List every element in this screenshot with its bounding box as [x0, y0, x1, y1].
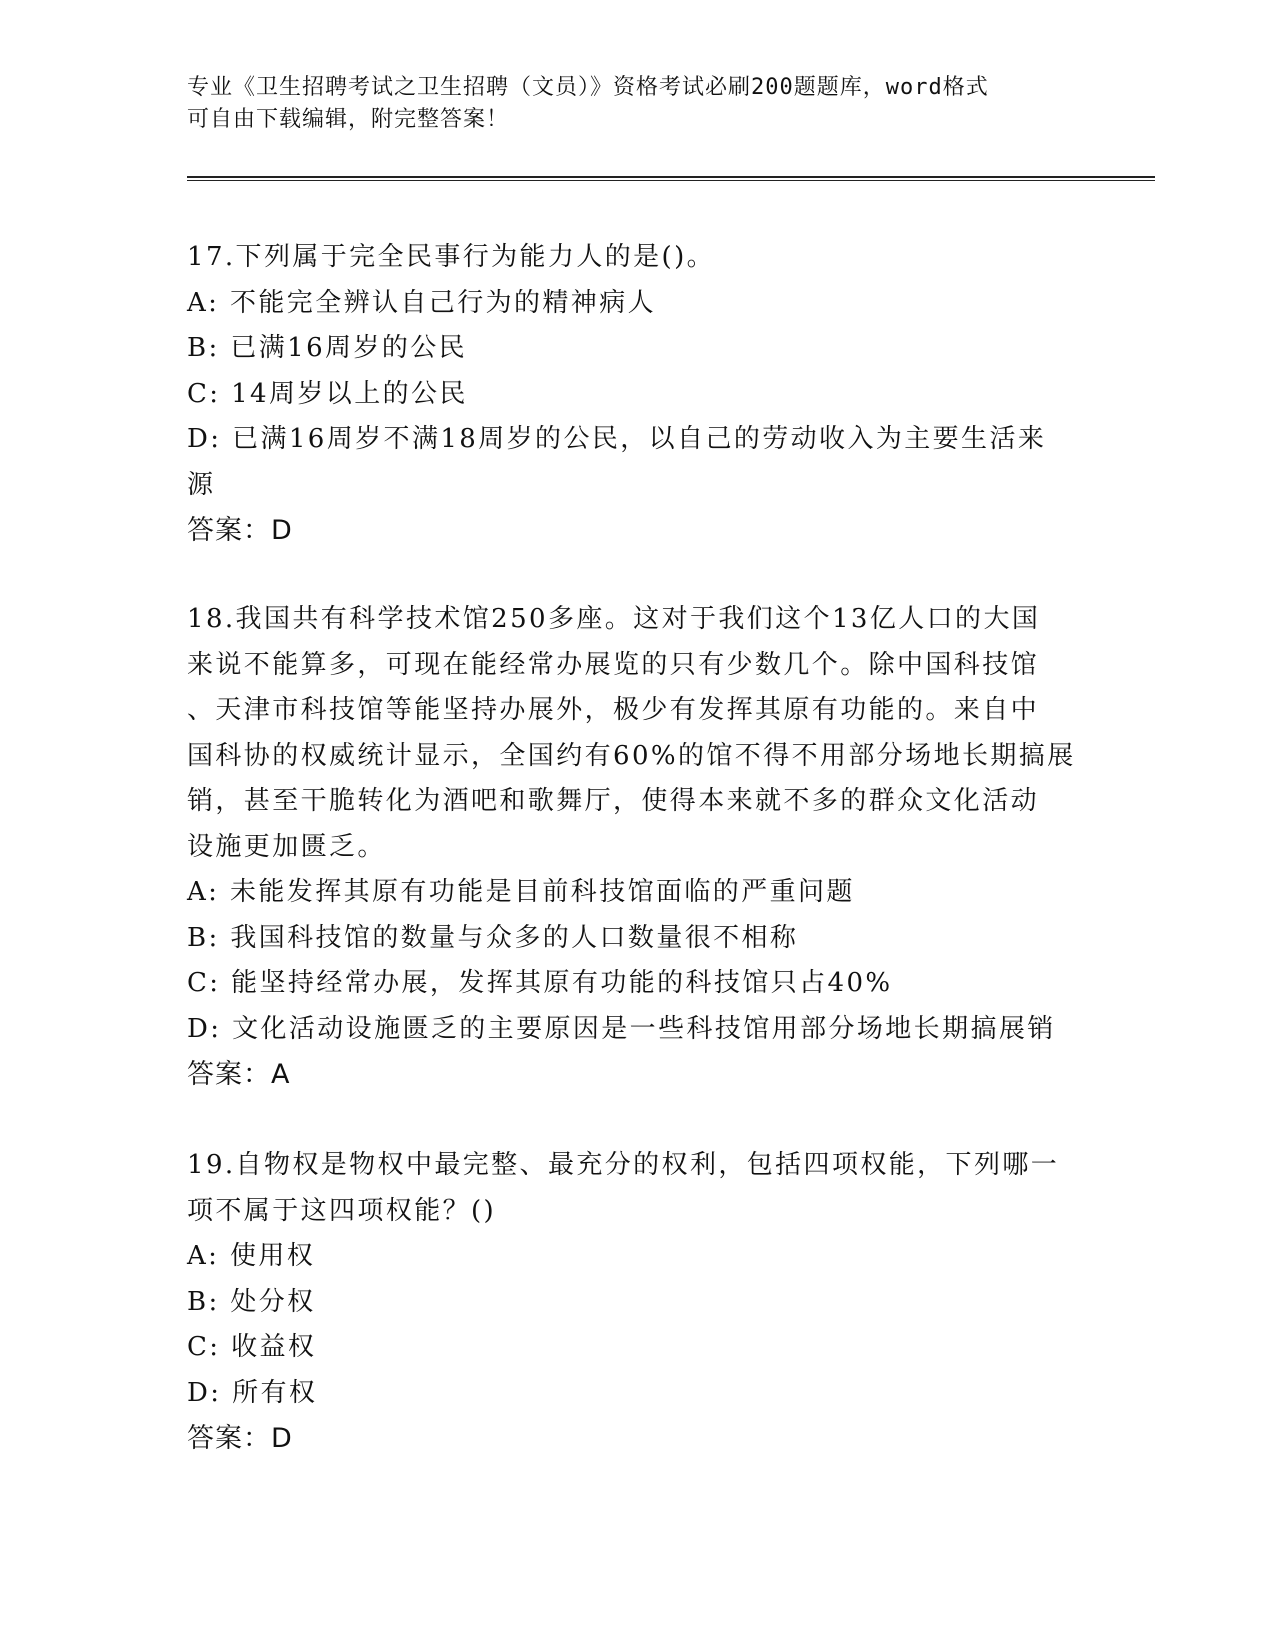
- question-17: [187, 235, 1087, 554]
- option-a: A: 未能发挥其原有功能是目前科技馆面临的严重问题: [187, 877, 855, 907]
- question-stem-line: 国科协的权威统计显示，全国约有60%的馆不得不用部分场地长期搞展: [187, 740, 1076, 771]
- answer: 答案：D: [187, 1423, 293, 1454]
- question-stem-line: 来说不能算多，可现在能经常办展览的只有少数几个。除中国科技馆: [187, 649, 1040, 680]
- question-stem-line: 销，甚至干脆转化为酒吧和歌舞厅，使得本来就不多的群众文化活动: [187, 786, 1040, 816]
- option-d: D: 文化活动设施匮乏的主要原因是一些科技馆用部分场地长期搞展销: [187, 1013, 1056, 1044]
- option-a: A: 使用权: [187, 1241, 316, 1271]
- question-stem-line: 设施更加匮乏。: [187, 831, 386, 862]
- option-c: C: 能坚持经常办展，发挥其原有功能的科技馆只占40%: [187, 968, 893, 998]
- question-18: [187, 597, 1087, 1098]
- question-stem-line: 项不属于这四项权能？(): [187, 1195, 497, 1226]
- question-stem-line: 19.自物权是物权中最完整、最充分的权利，包括四项权能，下列哪一: [187, 1150, 1060, 1180]
- answer: 答案：A: [187, 1059, 291, 1090]
- header-divider: [187, 176, 1155, 181]
- header-line-1: 专业《卫生招聘考试之卫生招聘（文员）》资格考试必刷200题题库，word格式: [187, 75, 989, 100]
- option-d: D: 所有权: [187, 1377, 318, 1408]
- page-header: [187, 72, 1067, 136]
- question-19: [187, 1143, 1087, 1462]
- option-b: B: 我国科技馆的数量与众多的人口数量很不相称: [187, 922, 799, 953]
- option-a: A: 不能完全辨认自己行为的精神病人: [187, 287, 657, 318]
- option-d: D: 已满16周岁不满18周岁的公民，以自己的劳动收入为主要生活来: [187, 424, 1047, 454]
- option-c: C: 收益权: [187, 1332, 317, 1362]
- option-b: B: 处分权: [187, 1286, 316, 1317]
- question-stem: 17.下列属于完全民事行为能力人的是()。: [187, 242, 716, 272]
- option-b: B: 已满16周岁的公民: [187, 333, 468, 363]
- question-stem-line: 18.我国共有科学技术馆250多座。这对于我们这个13亿人口的大国: [187, 604, 1041, 634]
- option-d-continued: 源: [187, 469, 216, 500]
- question-stem-line: 、天津市科技馆等能坚持办展外，极少有发挥其原有功能的。来自中: [187, 695, 1040, 725]
- answer: 答案：D: [187, 515, 293, 546]
- option-c: C: 14周岁以上的公民: [187, 378, 468, 409]
- header-line-2: 可自由下载编辑，附完整答案！: [187, 107, 510, 132]
